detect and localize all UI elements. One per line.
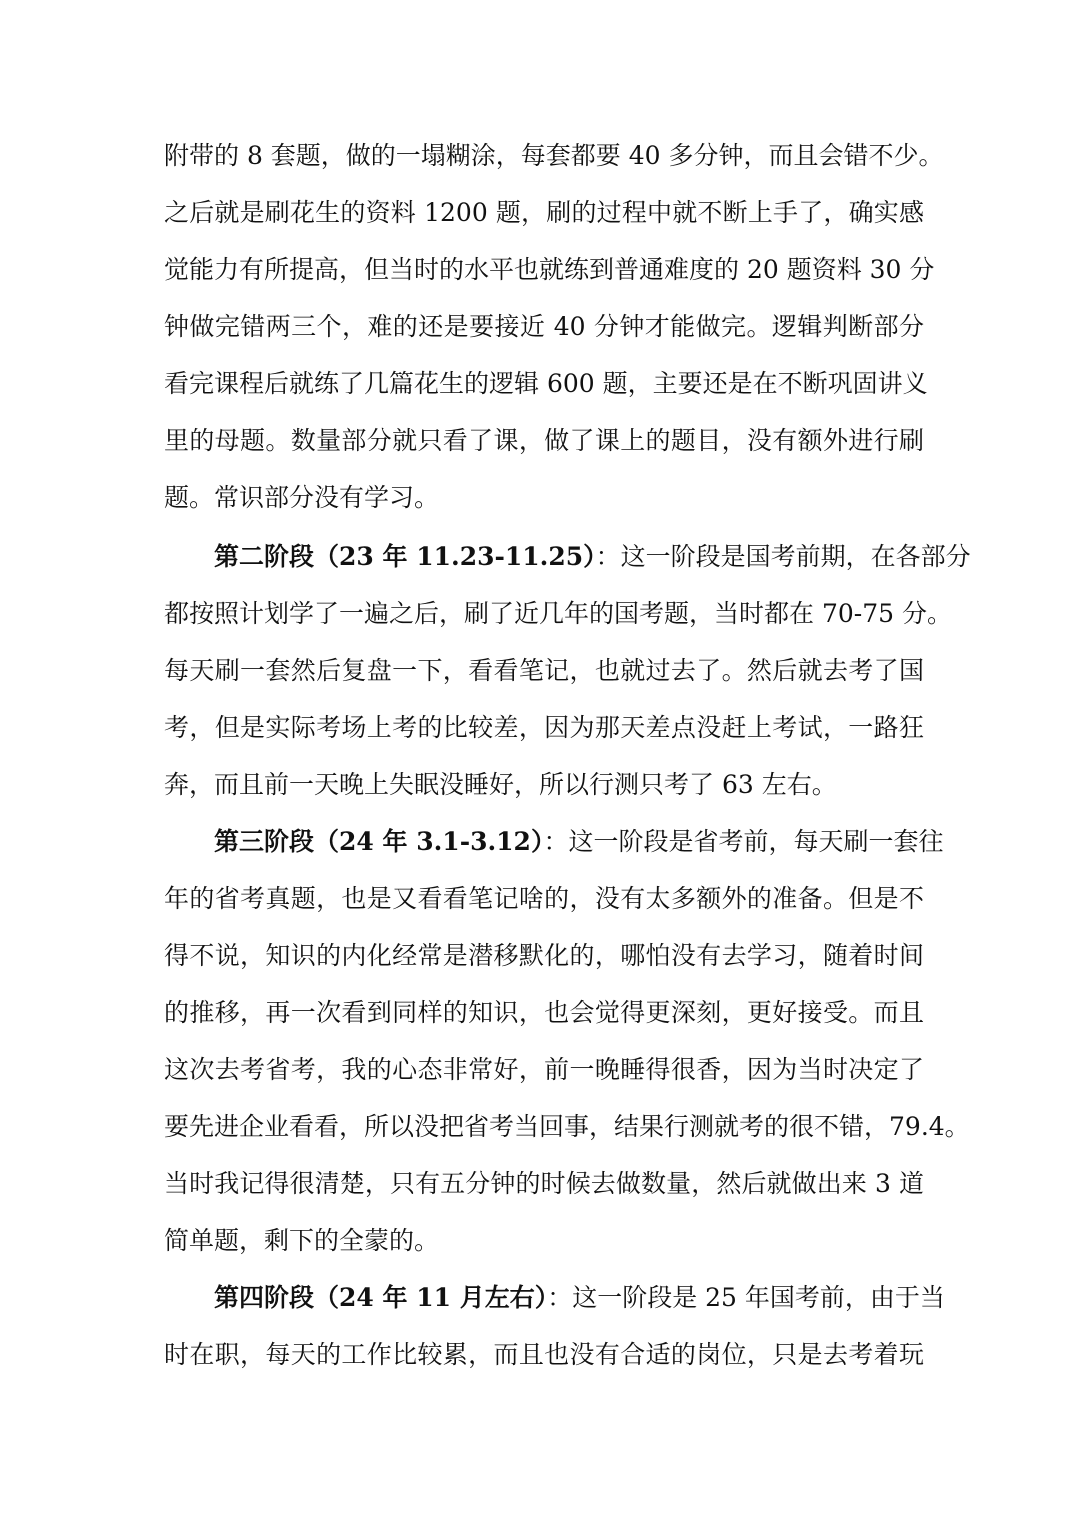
stage3-first-line [214,822,944,862]
stage2-first-line-text: ：这一阶段是国考前期，在各部分 [595,542,971,571]
paragraph-line: 看完课程后就练了几篇花生的逻辑 600 题，主要还是在不断巩固讲义 [164,369,928,398]
paragraph-line: 考，但是实际考场上考的比较差，因为那天差点没赶上考试，一路狂 [164,713,924,742]
stage4-first-line [214,1278,945,1318]
paragraph-line: 觉能力有所提高，但当时的水平也就练到普通难度的 20 题资料 30 分 [164,255,935,284]
paragraph-line: 每天刷一套然后复盘一下，看看笔记，也就过去了。然后就去考了国 [164,656,924,685]
stage3-heading: 第三阶段（24 年 3.1-3.12） [214,827,544,856]
paragraph-line: 题。常识部分没有学习。 [164,483,440,512]
paragraph-line: 奔，而且前一天晚上失眠没睡好，所以行测只考了 63 左右。 [164,770,837,799]
paragraph-line: 时在职，每天的工作比较累，而且也没有合适的岗位，只是去考着玩 [164,1340,924,1369]
paragraph-line: 年的省考真题，也是又看看笔记啥的，没有太多额外的准备。但是不 [164,884,924,913]
paragraph-line: 附带的 8 套题，做的一塌糊涂，每套都要 40 多分钟，而且会错不少。 [164,141,944,170]
stage4-first-line-text: ：这一阶段是 25 年国考前，由于当 [547,1283,945,1312]
paragraph-line: 这次去考省考，我的心态非常好，前一晚睡得很香，因为当时决定了 [164,1055,924,1084]
paragraph-line: 要先进企业看看，所以没把省考当回事，结果行测就考的很不错，79.4。 [164,1112,970,1141]
stage2-heading: 第二阶段（23 年 11.23-11.25） [214,542,596,571]
paragraph-line: 得不说，知识的内化经常是潜移默化的，哪怕没有去学习，随着时间 [164,941,924,970]
stage4-heading: 第四阶段（24 年 11 月左右） [214,1283,548,1312]
paragraph-line: 当时我记得很清楚，只有五分钟的时候去做数量，然后就做出来 3 道 [164,1169,924,1198]
stage3-first-line-text: ：这一阶段是省考前，每天刷一套往 [543,827,944,856]
paragraph-line: 钟做完错两三个，难的还是要接近 40 分钟才能做完。逻辑判断部分 [164,312,924,341]
paragraph-line: 的推移，再一次看到同样的知识，也会觉得更深刻，更好接受。而且 [164,998,924,1027]
paragraph-line: 都按照计划学了一遍之后，刷了近几年的国考题，当时都在 70-75 分。 [164,599,952,628]
stage2-first-line [214,537,971,577]
paragraph-line: 简单题，剩下的全蒙的。 [164,1226,440,1255]
paragraph-line: 之后就是刷花生的资料 1200 题，刷的过程中就不断上手了，确实感 [164,198,924,227]
paragraph-line: 里的母题。数量部分就只看了课，做了课上的题目，没有额外进行刷 [164,426,924,455]
